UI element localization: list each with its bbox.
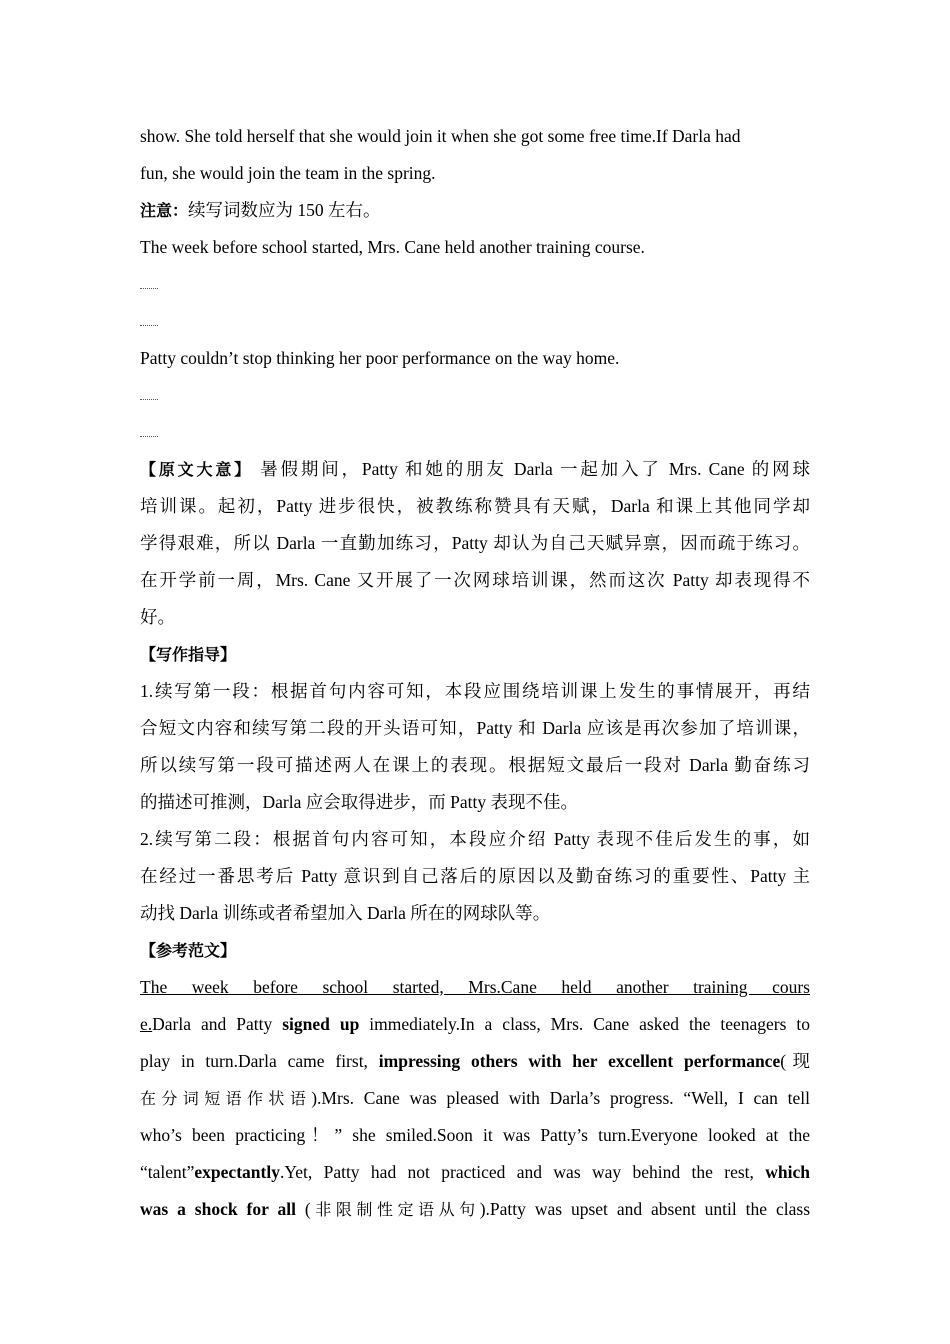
phrase-signed-up: signed up	[282, 1014, 360, 1034]
sample-line-4	[140, 1080, 810, 1117]
sample-line-7	[140, 1191, 810, 1228]
phrase-shock-for-all: was a shock for all	[140, 1199, 296, 1219]
sample-text: “talent”	[140, 1162, 195, 1182]
sample-line-6	[140, 1154, 810, 1191]
guide-line-7: 动找 Darla 训练或者希望加入 Darla 所在的网球队等。	[140, 903, 551, 923]
writing-blank-4[interactable]	[140, 414, 810, 451]
prompt-paragraph-2: Patty couldn’t stop thinking her poor performance on the way home.	[140, 348, 620, 368]
guide-line-5: 2.续写第二段：根据首句内容可知，本段应介绍 Patty 表现不佳后发生的事，如	[140, 829, 810, 849]
summary-line-2: 培训课。起初，Patty 进步很快，被教练称赞具有天赋，Darla 和课上其他同学却	[140, 496, 810, 516]
sample-text: immediately.In a class, Mrs. Cane asked the teenagers to	[359, 1014, 811, 1034]
grammar-note: 在分词短语作状语	[140, 1089, 312, 1108]
note-label: 注意：	[140, 201, 189, 220]
guide-line-4: 的描述可推测，Darla 应会取得进步，而 Patty 表现不佳。	[140, 792, 578, 812]
sample-text: ).Patty was upset and absent until the class	[479, 1199, 811, 1219]
intro-line-1: show. She told herself that she would join it when she got some free time.If Darla had	[140, 126, 741, 146]
guide-line-3: 所以续写第一段可描述两人在课上的表现。根据短文最后一段对 Darla 勤奋练习	[140, 755, 810, 775]
sample-text: Darla and Patty	[152, 1014, 283, 1034]
guide-line-2: 合短文内容和续写第二段的开头语可知，Patty 和 Darla 应该是再次参加了培训课，	[140, 718, 810, 738]
summary-heading: 【原文大意】	[140, 460, 253, 479]
phrase-impressing-others: impressing others with her excellent performance	[378, 1051, 781, 1071]
sample-text: ).Mrs. Cane was pleased with Darla’s progress. “Well, I can tell	[311, 1088, 810, 1108]
sample-text: (	[295, 1199, 311, 1219]
grammar-note: 非限制性定语从句	[310, 1200, 480, 1219]
note-text: 续写词数应为 150 左右。	[188, 200, 381, 220]
summary-line-5: 好。	[140, 607, 175, 627]
sample-line-1: The week before school started, Mrs.Cane held another training cours	[140, 977, 810, 997]
sample-underlined-end: e.	[140, 1014, 153, 1034]
writing-blank-2[interactable]	[140, 303, 810, 340]
guide-line-1: 1.续写第一段：根据首句内容可知，本段应围绕培训课上发生的事情展开，再结	[140, 681, 810, 701]
writing-blank-1[interactable]	[140, 266, 810, 303]
document-page	[140, 118, 810, 1228]
summary-line-4: 在开学前一周，Mrs. Cane 又开展了一次网球培训课，然而这次 Patty 却表现得不	[140, 570, 810, 590]
sample-line-3	[140, 1043, 810, 1080]
sample-heading: 【参考范文】	[140, 941, 237, 960]
sample-text: .Yet, Patty had not practiced and was way behind the rest,	[279, 1162, 766, 1182]
summary-line-1	[140, 451, 810, 488]
sample-line-2	[140, 1006, 810, 1043]
guide-heading: 【写作指导】	[140, 645, 237, 664]
sample-text: (现	[780, 1051, 810, 1071]
word-count-note	[140, 192, 810, 229]
summary-text-1: 暑假期间，Patty 和她的朋友 Darla 一起加入了 Mrs. Cane 的网球	[253, 459, 810, 479]
writing-blank-3[interactable]	[140, 377, 810, 414]
prompt-paragraph-1: The week before school started, Mrs. Cane held another training course.	[140, 237, 645, 257]
sample-text: play in turn.Darla came first,	[140, 1051, 379, 1071]
word-expectantly: expectantly	[194, 1162, 280, 1182]
sample-line-5: who’s been practicing！” she smiled.Soon it was Patty’s turn.Everyone looked at the	[140, 1125, 810, 1145]
summary-line-3: 学得艰难，所以 Darla 一直勤加练习，Patty 却认为自己天赋异禀，因而疏于练习。	[140, 533, 810, 553]
guide-line-6: 在经过一番思考后 Patty 意识到自己落后的原因以及勤奋练习的重要性、Patty 主	[140, 866, 810, 886]
intro-line-2: fun, she would join the team in the spring.	[140, 163, 436, 183]
word-which: which	[765, 1162, 810, 1182]
